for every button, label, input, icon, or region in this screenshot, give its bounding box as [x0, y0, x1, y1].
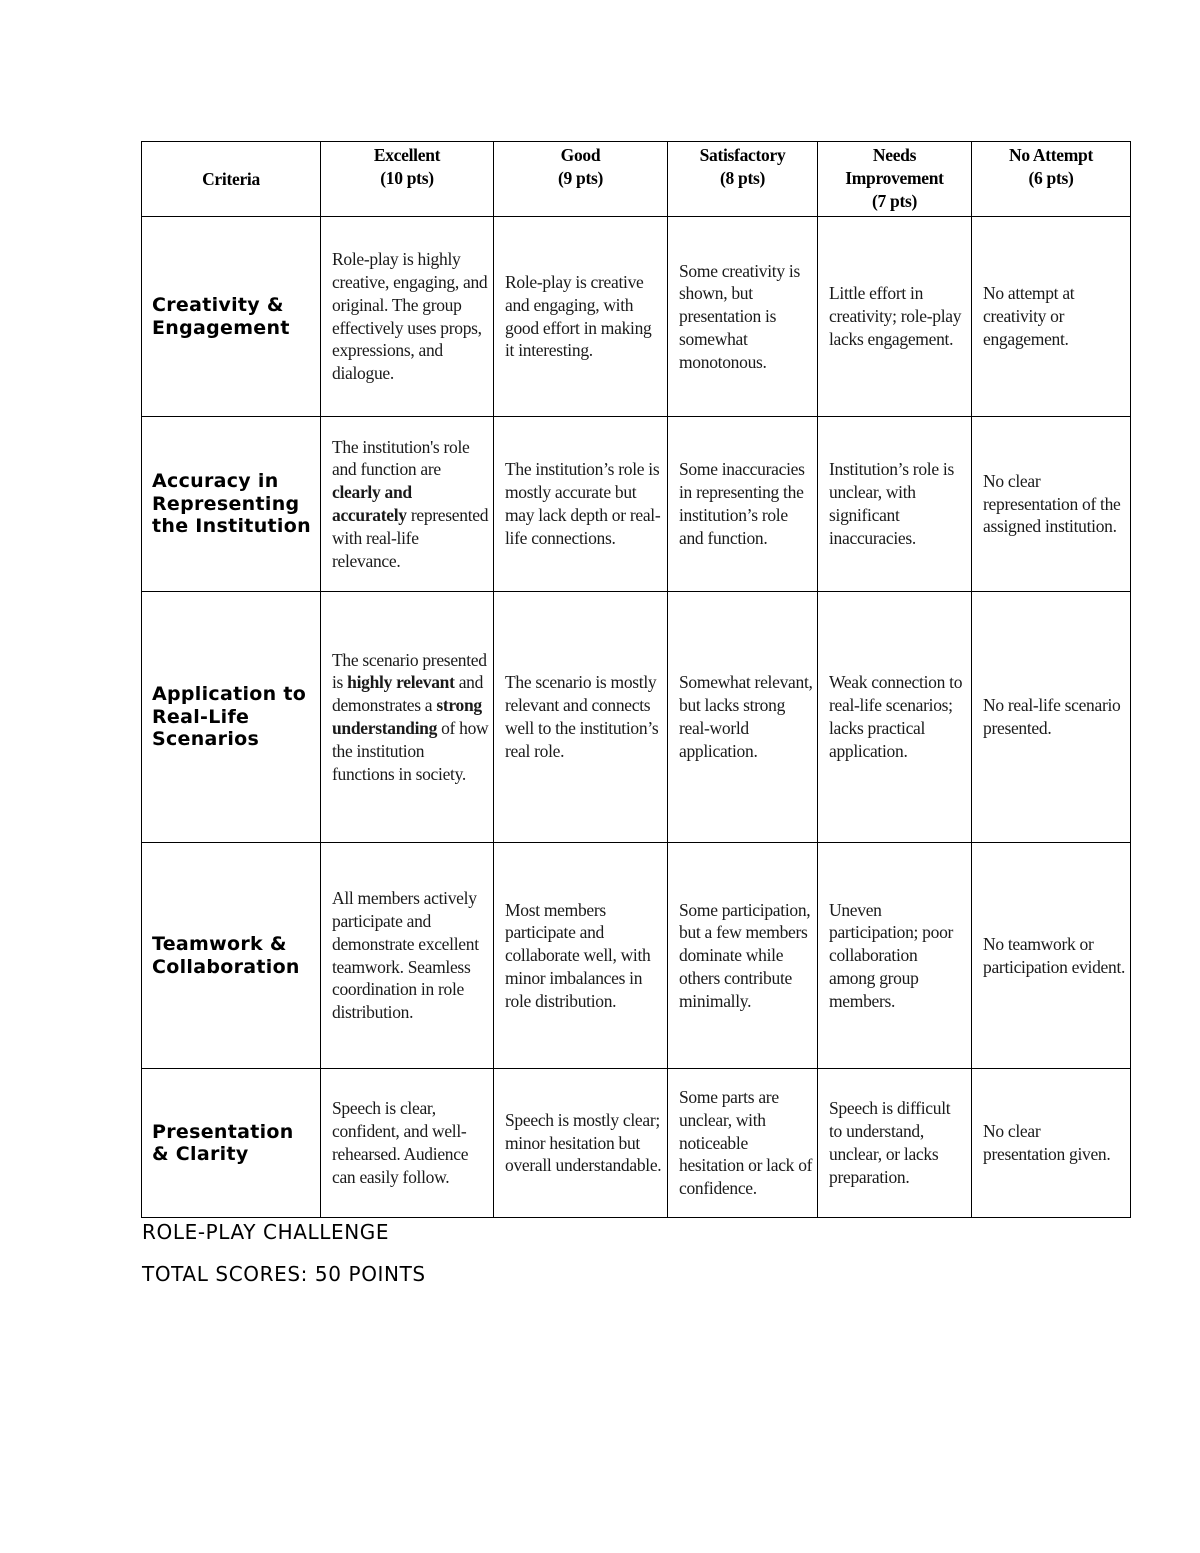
criterion-label: Creativity & Engagement	[142, 217, 321, 417]
rubric-cell-good: The scenario is mostly relevant and connects well to the institution’s real role.	[494, 592, 668, 843]
rubric-cell-satisfactory: Some parts are unclear, with noticeable hesitation or lack of confidence.	[668, 1069, 818, 1218]
level-points: (10 pts)	[380, 167, 434, 188]
criterion-label: Accuracy in Representing the Institution	[142, 417, 321, 592]
cell-emphasis: highly relevant	[347, 672, 455, 693]
rubric-cell-excellent: Role-play is highly creative, engaging, and original. The group effectively uses props, expressions, and dialogue.	[321, 217, 494, 417]
rubric-cell-needs-improvement: Speech is difficult to understand, unclear, or lacks preparation.	[818, 1069, 972, 1218]
cell-text: of how the institution functions in society.	[332, 718, 489, 784]
cell-emphasis: strong understanding	[332, 695, 482, 738]
rubric-cell-needs-improvement: Weak connection to real-life scenarios; lacks practical application.	[818, 592, 972, 843]
header-row	[142, 142, 1131, 217]
rubric-cell-needs-improvement: Uneven participation; poor collaboration among group members.	[818, 843, 972, 1069]
level-name: Needs Improvement	[845, 145, 944, 188]
cell-emphasis: clearly and accurately	[332, 482, 412, 525]
rubric-cell-excellent: Speech is clear, confident, and well-rehearsed. Audience can easily follow.	[321, 1069, 494, 1218]
rubric-cell-no-attempt: No attempt at creativity or engagement.	[972, 217, 1131, 417]
rubric-cell-no-attempt: No teamwork or participation evident.	[972, 843, 1131, 1069]
level-points: (6 pts)	[1028, 167, 1074, 188]
rubric-cell-satisfactory: Some participation, but a few members dominate while others contribute minimally.	[668, 843, 818, 1069]
table-row	[142, 417, 1131, 592]
rubric-cell-no-attempt: No real-life scenario presented.	[972, 592, 1131, 843]
rubric-cell-satisfactory: Some creativity is shown, but presentation is somewhat monotonous.	[668, 217, 818, 417]
cell-text: and demonstrates a	[332, 672, 484, 716]
rubric-cell-excellent: All members actively participate and demonstrate excellent teamwork. Seamless coordination in role distribution.	[321, 843, 494, 1069]
table-row	[142, 592, 1131, 843]
rubric-table	[141, 141, 1131, 1218]
criterion-label: Teamwork & Collaboration	[142, 843, 321, 1069]
level-header-good	[494, 142, 668, 217]
criterion-label: Presentation & Clarity	[142, 1069, 321, 1218]
table-row	[142, 1069, 1131, 1218]
rubric-cell-excellent	[321, 592, 494, 843]
level-name: No Attempt	[1009, 145, 1093, 165]
criteria-header: Criteria	[142, 142, 321, 217]
rubric-cell-satisfactory: Some inaccuracies in representing the institution’s role and function.	[668, 417, 818, 592]
rubric-cell-satisfactory: Somewhat relevant, but lacks strong real-world application.	[668, 592, 818, 843]
level-header-needs-improvement	[818, 142, 972, 217]
level-header-no-attempt	[972, 142, 1131, 217]
rubric-cell-needs-improvement: Little effort in creativity; role-play lacks engagement.	[818, 217, 972, 417]
table-row	[142, 843, 1131, 1069]
level-name: Good	[560, 145, 601, 165]
rubric-cell-no-attempt: No clear presentation given.	[972, 1069, 1131, 1218]
level-points: (7 pts)	[871, 190, 918, 211]
total-scores: TOTAL SCORES: 50 POINTS	[142, 1262, 426, 1286]
rubric-cell-needs-improvement: Institution’s role is unclear, with significant inaccuracies.	[818, 417, 972, 592]
challenge-title: ROLE-PLAY CHALLENGE	[142, 1220, 390, 1244]
level-points: (8 pts)	[719, 167, 766, 188]
level-name: Excellent	[373, 145, 441, 165]
rubric-cell-good: The institution’s role is mostly accurate but may lack depth or real-life connections.	[494, 417, 668, 592]
rubric-cell-good: Speech is mostly clear; minor hesitation but overall understandable.	[494, 1069, 668, 1218]
cell-text: represented with real-life relevance.	[332, 505, 489, 571]
level-name: Satisfactory	[699, 145, 786, 165]
criterion-label: Application to Real-Life Scenarios	[142, 592, 321, 843]
level-header-excellent	[321, 142, 494, 217]
level-header-satisfactory	[668, 142, 818, 217]
table-row	[142, 217, 1131, 417]
level-points: (9 pts)	[557, 167, 604, 188]
rubric-cell-good: Most members participate and collaborate well, with minor imbalances in role distribution.	[494, 843, 668, 1069]
cell-text: The scenario presented is	[332, 649, 487, 693]
cell-text: The institution's role and function are	[332, 436, 470, 480]
rubric-cell-no-attempt: No clear representation of the assigned institution.	[972, 417, 1131, 592]
rubric-cell-good: Role-play is creative and engaging, with good effort in making it interesting.	[494, 217, 668, 417]
rubric-cell-excellent	[321, 417, 494, 592]
